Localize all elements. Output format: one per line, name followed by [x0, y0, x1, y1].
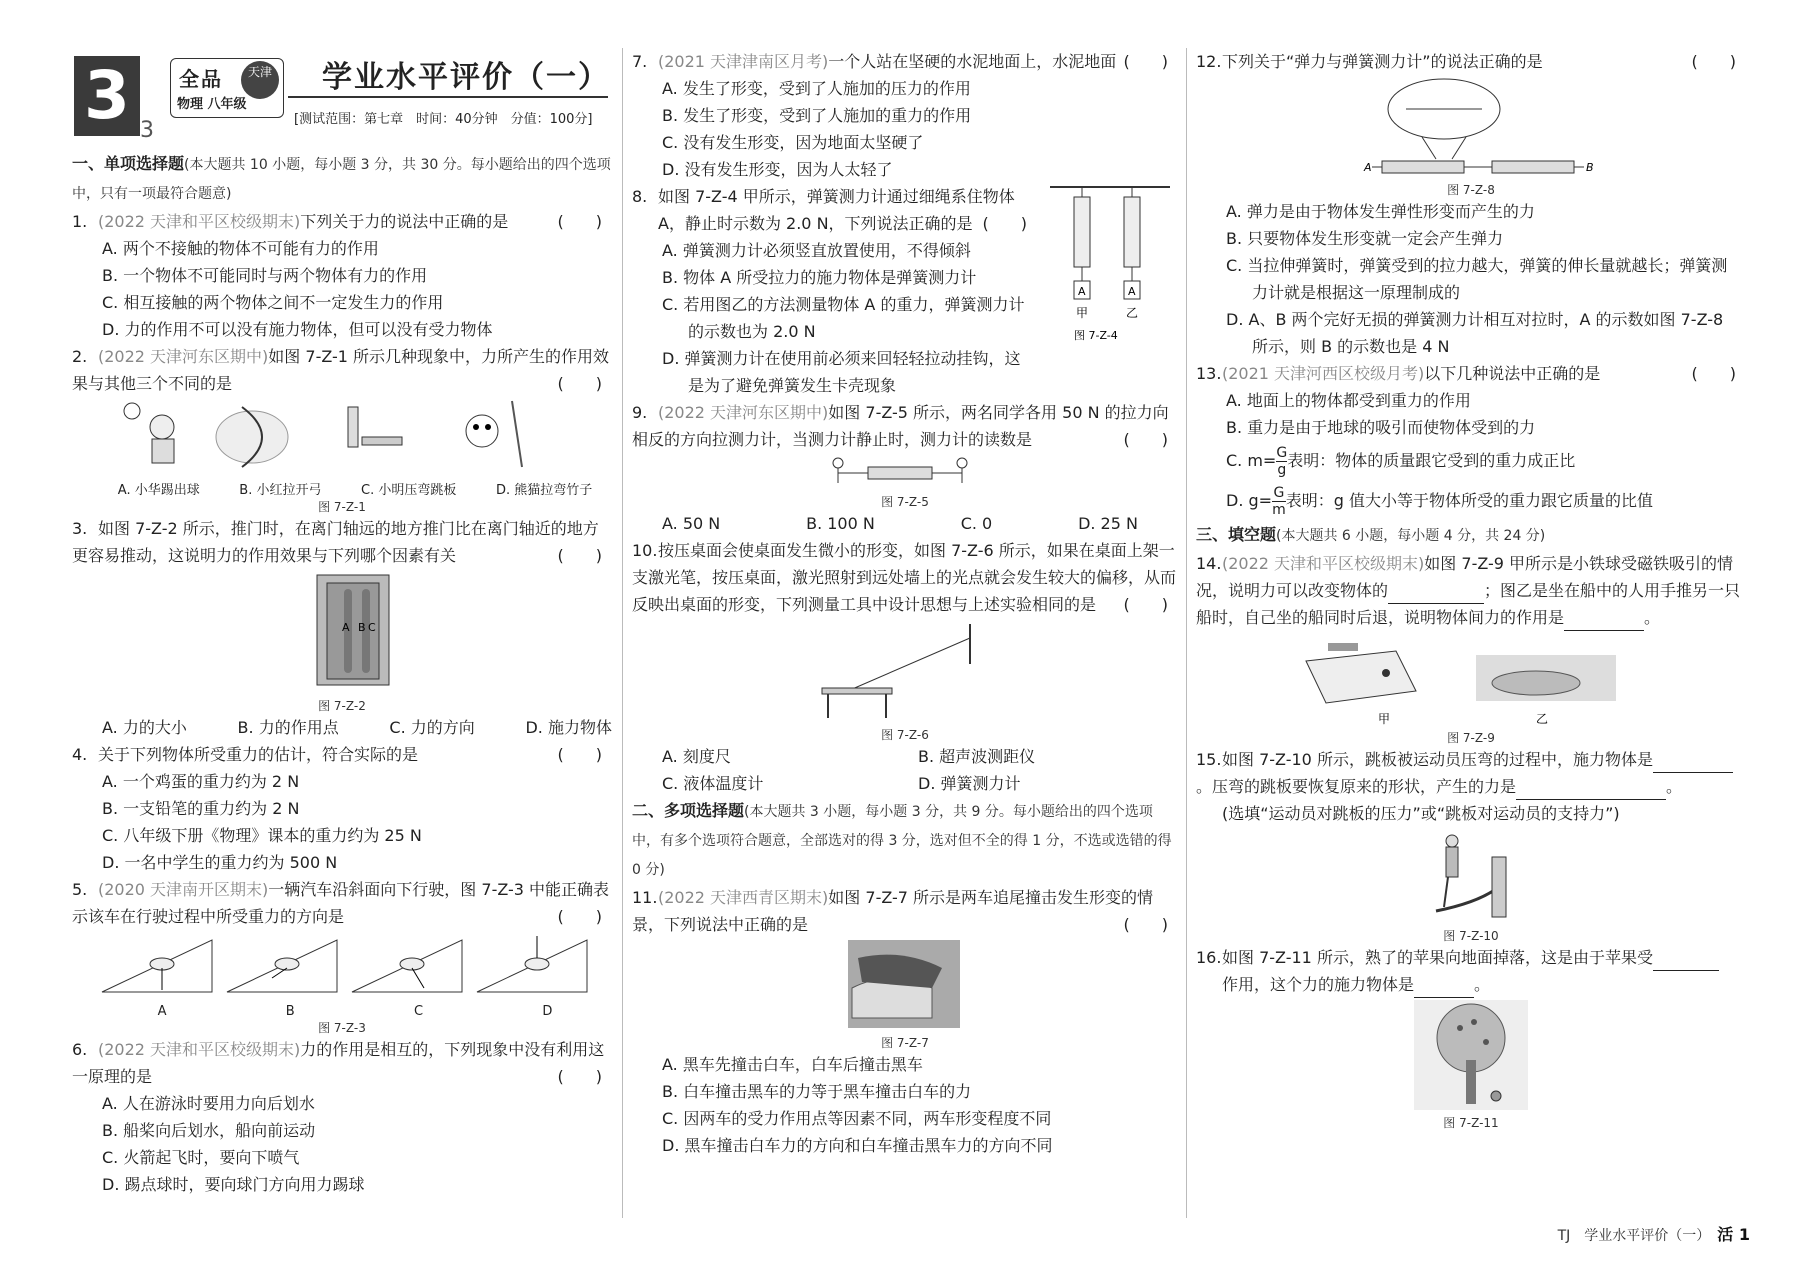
option: A. 黑车先撞击白车，白车后撞击黑车 [662, 1055, 923, 1074]
column-1 [72, 150, 612, 1198]
option: B. 重力是由于地球的吸引而使物体受到的力 [1226, 418, 1536, 437]
answer-paren[interactable]: ( ) [1691, 52, 1736, 71]
unit-number: 3 [74, 56, 140, 136]
option: D. 一名中学生的重力约为 500 N [102, 853, 338, 872]
svg-text:A: A [1364, 161, 1372, 174]
option: 的示数也为 2.0 N [688, 322, 816, 341]
option: B. 白车撞击黑车的力等于黑车撞击白车的力 [662, 1082, 972, 1101]
svg-text:B: B [358, 621, 366, 634]
option: B. 物体 A 所受拉力的施力物体是弹簧测力计 [662, 268, 977, 287]
answer-paren[interactable]: ( ) [1123, 915, 1168, 934]
svg-text:图 7-Z-4: 图 7-Z-4 [1074, 329, 1118, 342]
figure-7-Z-1 [92, 397, 612, 475]
options-row: A. 50 N B. 100 N C. 0 D. 25 N [662, 514, 1138, 533]
answer-paren[interactable]: ( ) [557, 745, 602, 764]
brand-name: 全品 [179, 67, 223, 91]
fill-blank[interactable] [1653, 754, 1733, 773]
section-3-heading: 三、填空题(本大题共 6 小题，每小题 4 分，共 24 分) [1196, 525, 1546, 544]
options-row: A. 力的大小 B. 力的作用点 C. 力的方向 D. 施力物体 [102, 718, 612, 737]
option: B. 船桨向后划水，船向前运动 [102, 1121, 316, 1140]
column-2 [632, 48, 1178, 1159]
option: D. g= $\frac{G}{m}$ 表明：g 值大小等于物体所受的重力跟它质量的比值 [1226, 485, 1653, 518]
page-title: 学业水平评价（一） [322, 60, 610, 95]
answer-paren[interactable]: ( ) [557, 1067, 602, 1086]
option: D. 没有发生形变，因为人太轻了 [662, 160, 893, 179]
option: C. m= $\frac{G}{g}$ 表明：物体的质量跟它受到的重力成正比 [1226, 445, 1576, 478]
figure-captions: A B C D [157, 1004, 553, 1019]
question-10: 10.按压桌面会使桌面发生微小的形变，如图 7-Z-6 所示，如果在桌面上架一支激光笔，按压桌面，激光照射到远处墙上的光点就会发生较大的偏移，从而反映出桌面的形变，下列测量工具中设计思想与上述实验相同的是 ( ) 图 7-Z-6 A. 刻度尺 B. 超声波测距仪 C. 液体温度计 D. 弹簧测力计 [632, 537, 1178, 797]
option: A. 人在游泳时要用力向后划水 [102, 1094, 315, 1113]
figure-7-Z-9 [1196, 631, 1746, 725]
svg-text:甲: 甲 [1076, 306, 1089, 320]
figure-label: 图 7-Z-8 [1447, 183, 1495, 197]
answer-paren[interactable]: ( ) [1123, 52, 1168, 71]
figure-label: 图 7-Z-6 [881, 728, 929, 742]
option: D. 力的作用不可以没有施力物体，但可以没有受力物体 [102, 320, 493, 339]
option: B. 一个物体不可能同时与两个物体有力的作用 [102, 266, 428, 285]
footer-text: TJ 学业水平评价（一） [1557, 1228, 1704, 1244]
question-1: 1. (2022 天津和平区校级期末)下列关于力的说法中正确的是 ( ) A. 两个不接触的物体不可能有力的作用 B. 一个物体不可能同时与两个物体有力的作用 C. 相互接触的两个物体之间不一定发生力的作用 D. 力的作用不可以没有施力物体，但可以没有受力物体 [72, 208, 612, 343]
figure-7-Z-5 [632, 453, 1178, 489]
option: A. 一个鸡蛋的重力约为 2 N [102, 772, 300, 791]
option: B. 发生了形变，受到了人施加的重力的作用 [662, 106, 972, 125]
brand-tag [170, 58, 284, 118]
svg-text:B: B [1586, 161, 1594, 174]
question-2: 2. (2022 天津河东区期中)如图 7-Z-1 所示几种现象中，力所产生的作用效果与其他三个不同的是 ( ) A. 小华踢出球 B. 小红拉开弓 C. 小明压弯跳板 D. 熊猫拉弯竹子 图 7-Z-1 [72, 343, 612, 515]
option: B. 一支铅笔的重力约为 2 N [102, 799, 300, 818]
fill-blank[interactable] [1516, 781, 1666, 800]
option: A. 弹力是由于物体发生弹性形变而产生的力 [1226, 202, 1535, 221]
test-meta: [测试范围：第七章 时间：40分钟 分值：100分] [294, 112, 593, 127]
column-divider [622, 48, 623, 1218]
option: 是为了避免弹簧发生卡壳现象 [688, 376, 897, 395]
question-9: 9. (2022 天津河东区期中)如图 7-Z-5 所示，两名同学各用 50 N 的拉力向相反的方向拉测力计，当测力计静止时，测力计的读数是 ( ) 图 7-Z-5 A. 50 N B. 100 N C. 0 D. 25 N [632, 399, 1178, 537]
answer-paren[interactable]: ( ) [557, 907, 602, 926]
header [74, 52, 614, 152]
question-7: 7. (2021 天津津南区月考)一个人站在坚硬的水泥地面上，水泥地面 ( ) A. 发生了形变，受到了人施加的压力的作用 B. 发生了形变，受到了人施加的重力的作用 C. 没有发生形变，因为地面太坚硬了 D. 没有发生形变，因为人太轻了 [632, 48, 1178, 183]
question-12: 12.下列关于“弹力与弹簧测力计”的说法正确的是 ( ) A B 图 7-Z-8 A. 弹力是由于物体发生弹性形变而产生的力 B. 只要物体发生形变就一定会产生弹力 C. 当拉伸弹簧时，弹簧受到的拉力越大，弹簧的伸长量就越长；弹簧测 力计就是根据这一原理制成的 D. A、B 两个完好无损的弹簧测力计相互对拉时，A 的示数如图 7-Z-8 所示，则 B 的示数也是 4 N [1196, 48, 1746, 360]
question-15: 15.如图 7-Z-10 所示，跳板被运动员压弯的过程中，施力物体是。压弯的跳板要恢复原来的形状，产生的力是 。 (选填“运动员对跳板的压力”或“跳板对运动员的支持力”) 图 7-Z-10 [1196, 746, 1746, 944]
fill-blank[interactable] [1414, 979, 1474, 998]
question-11: 11.(2022 天津西青区期末)如图 7-Z-7 所示是两车追尾撞击发生形变的情景，下列说法中正确的是 ( ) 图 7-Z-7 A. 黑车先撞击白车，白车后撞击黑车 B. 白车撞击黑车的力等于黑车撞击白车的力 C. 因两车的受力作用点等因素不同，两车形变程度不同 D. 黑车撞击白车力的方向和白车撞击黑车力的方向不同 [632, 884, 1178, 1159]
unit-small-number: 3 [140, 118, 154, 143]
column-divider [1186, 48, 1187, 1218]
title-underline [288, 96, 608, 98]
question-5: 5. (2020 天津南开区期末)一辆汽车沿斜面向下行驶，图 7-Z-3 中能正确表示该车在行驶过程中所受重力的方向是 ( ) A B C D 图 7-Z-3 [72, 876, 612, 1036]
question-14: 14.(2022 天津和平区校级期末)如图 7-Z-9 甲所示是小铁球受磁铁吸引的情况，说明力可以改变物体的 ；图乙是坐在船中的人用手推另一只船时，自己坐的船同时后退，说明物体间力的作用是 。 甲 乙 图 7-Z-9 [1196, 550, 1746, 746]
figure-label: 图 7-Z-7 [881, 1036, 929, 1050]
options-row: C. 液体温度计 D. 弹簧测力计 [662, 774, 1021, 793]
section-2-heading: 二、多项选择题(本大题共 3 小题，每小题 3 分，共 9 分。每小题给出的四个选项中，有多个选项符合题意，全部选对的得 3 分，选对但不全的得 1 分，不选或选错的得 0 分) [632, 801, 1172, 878]
region-badge: 天津 [241, 61, 279, 99]
question-6: 6. (2022 天津和平区校级期末)力的作用是相互的，下列现象中没有利用这一原理的是 ( ) A. 人在游泳时要用力向后划水 B. 船桨向后划水，船向前运动 C. 火箭起飞时，要向下喷气 D. 踢点球时，要向球门方向用力踢球 [72, 1036, 612, 1198]
answer-paren[interactable]: ( ) [982, 214, 1028, 233]
option: A. 弹簧测力计必须竖直放置使用，不得倾斜 [662, 241, 971, 260]
figure-7-Z-6 [632, 618, 1178, 722]
fill-blank[interactable] [1564, 612, 1644, 631]
question-3: 3. 如图 7-Z-2 所示，推门时，在离门轴远的地方推门比在离门轴近的地方更容易推动，这说明力的作用效果与下列哪个因素有关 ( ) A B C 图 7-Z-2 A. 力的大小 B. 力的作用点 C. 力的方向 D. 施力物体 [72, 515, 612, 741]
question-13: 13.(2021 天津河西区校级月考)以下几种说法中正确的是 ( ) A. 地面上的物体都受到重力的作用 B. 重力是由于地球的吸引而使物体受到的力 C. m= $\frac{G}{g}$ 表明：物体的质量跟它受到的重力成正比 D. g= $\frac{G}{m}$ 表明：g 值大小等于物体所受的重力跟它质量的比值 [1196, 360, 1746, 521]
figure-label: 图 7-Z-10 [1443, 929, 1499, 943]
page-number: 活 1 [1717, 1225, 1750, 1244]
figure-label: 图 7-Z-3 [318, 1021, 366, 1035]
question-note: (选填“运动员对跳板的压力”或“跳板对运动员的支持力”) [1222, 804, 1620, 823]
answer-paren[interactable]: ( ) [557, 374, 602, 393]
option: 所示，则 B 的示数也是 4 N [1252, 337, 1450, 356]
option: C. 相互接触的两个物体之间不一定发生力的作用 [102, 293, 444, 312]
svg-text:C: C [368, 621, 376, 634]
subject-grade: 物理 八年级 [177, 97, 247, 112]
svg-text:甲: 甲 [1378, 712, 1391, 725]
figure-label: 图 7-Z-5 [881, 495, 929, 509]
answer-paren[interactable]: ( ) [1691, 364, 1736, 383]
figure-7-Z-4 [1050, 183, 1170, 353]
figure-label: 图 7-Z-11 [1443, 1116, 1499, 1130]
figure-label: 图 7-Z-1 [318, 500, 366, 514]
page-footer [1558, 1222, 1750, 1245]
fill-blank[interactable] [1653, 952, 1719, 971]
answer-paren[interactable]: ( ) [557, 546, 602, 565]
option: C. 当拉伸弹簧时，弹簧受到的拉力越大，弹簧的伸长量就越长；弹簧测 [1226, 256, 1728, 275]
option: C. 没有发生形变，因为地面太坚硬了 [662, 133, 924, 152]
question-4: 4. 关于下列物体所受重力的估计，符合实际的是 ( ) A. 一个鸡蛋的重力约为 2 N B. 一支铅笔的重力约为 2 N C. 八年级下册《物理》课本的重力约为 25 N D. 一名中学生的重力约为 500 N [72, 741, 612, 876]
answer-paren[interactable]: ( ) [1123, 430, 1168, 449]
option: C. 火箭起飞时，要向下喷气 [102, 1148, 300, 1167]
question-8: A A 甲 乙 图 7-Z-4 8. 如图 7-Z-4 甲所示，弹簧测力计通过细绳系住物体 A，静止时示数为 2.0 N，下列说法正确的是 ( ) A. 弹簧测力计必须竖直放置使用，不得倾斜 B. 物体 A 所受拉力的施力物体是弹簧测力计 C. 若用图乙的方法测量物体 A 的重力，弹簧测力计 的示数也为 2.0 N D. 弹簧测力计在使用前必须来回轻轻拉动挂钩，这 是为了避免弹簧发生卡壳现象 [632, 183, 1178, 399]
option: A. 两个不接触的物体不可能有力的作用 [102, 239, 379, 258]
answer-paren[interactable]: ( ) [557, 212, 602, 231]
figure-7-Z-10 [1196, 827, 1746, 923]
option: C. 因两车的受力作用点等因素不同，两车形变程度不同 [662, 1109, 1052, 1128]
option: A. 地面上的物体都受到重力的作用 [1226, 391, 1471, 410]
option: D. A、B 两个完好无损的弹簧测力计相互对拉时，A 的示数如图 7-Z-8 [1226, 310, 1724, 329]
column-3 [1196, 48, 1746, 1131]
svg-text:乙: 乙 [1536, 712, 1549, 725]
option: A. 发生了形变，受到了人施加的压力的作用 [662, 79, 971, 98]
option: C. 八年级下册《物理》课本的重力约为 25 N [102, 826, 422, 845]
section-1-heading: 一、单项选择题(本大题共 10 小题，每小题 3 分，共 30 分。每小题给出的四个选项中，只有一项最符合题意) [72, 154, 611, 202]
figure-7-Z-7 [632, 938, 1178, 1030]
svg-text:A: A [1078, 285, 1086, 298]
options-row: A. 刻度尺 B. 超声波测距仪 [662, 747, 1036, 766]
svg-text:A: A [342, 621, 350, 634]
figure-captions: A. 小华踢出球 B. 小红拉开弓 C. 小明压弯跳板 D. 熊猫拉弯竹子 [117, 483, 593, 498]
fill-blank[interactable] [1388, 585, 1484, 604]
figure-label: 图 7-Z-2 [318, 699, 366, 713]
option: 力计就是根据这一原理制成的 [1252, 283, 1461, 302]
option: C. 若用图乙的方法测量物体 A 的重力，弹簧测力计 [662, 295, 1025, 314]
svg-text:乙: 乙 [1126, 306, 1139, 320]
question-16: 16.如图 7-Z-11 所示，熟了的苹果向地面掉落，这是由于苹果受 作用，这个力的施力物体是 。 图 7-Z-11 [1196, 944, 1746, 1131]
answer-paren[interactable]: ( ) [1123, 595, 1168, 614]
svg-text:A: A [1128, 285, 1136, 298]
figure-7-Z-2 [72, 569, 612, 693]
figure-7-Z-11 [1196, 998, 1746, 1110]
option: D. 弹簧测力计在使用前必须来回轻轻拉动挂钩，这 [662, 349, 1021, 368]
figure-7-Z-3 [72, 930, 612, 1000]
option: B. 只要物体发生形变就一定会产生弹力 [1226, 229, 1504, 248]
figure-7-Z-8 [1196, 75, 1746, 177]
figure-label: 图 7-Z-9 [1447, 731, 1495, 745]
option: D. 踢点球时，要向球门方向用力踢球 [102, 1175, 365, 1194]
option: D. 黑车撞击白车力的方向和白车撞击黑车力的方向不同 [662, 1136, 1053, 1155]
